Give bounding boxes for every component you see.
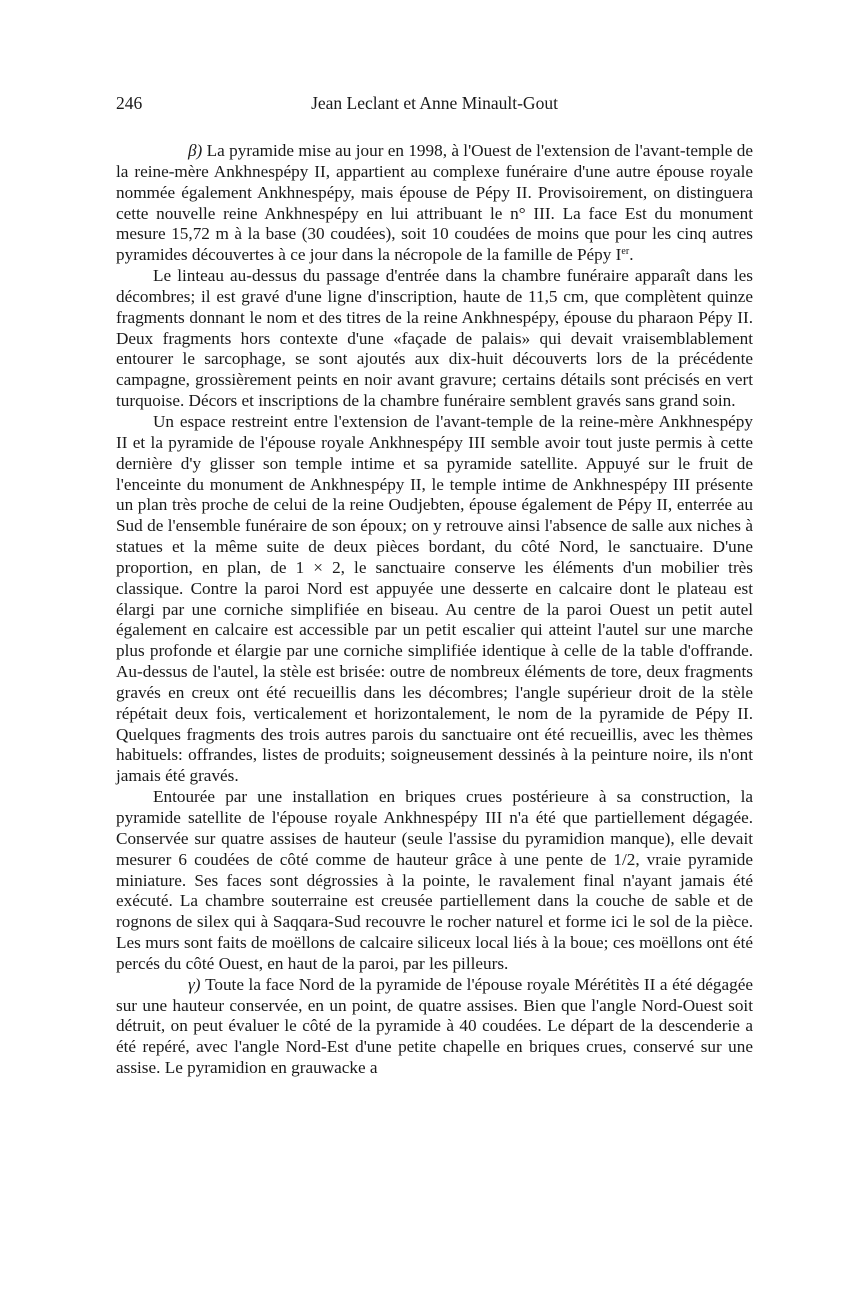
section-marker: γ) [188, 974, 201, 994]
paragraph-beta [116, 141, 753, 266]
page-number: 246 [116, 93, 143, 113]
paragraph-end: . [629, 245, 634, 265]
paragraph-text: Toute la face Nord de la pyramide de l'épouse royale Mérétitès II a été dégagée sur une hauteur conservée, en un point, de quatre assises. Bien que l'angle Nord-Ouest soit détruit, on peut évaluer le côté de la pyramide à 40 coudées. Le départ de la descenderie a été repéré, avec l'angle Nord-Est d'une petite chapelle en briques crues, conservé sur une assise. Le pyramidion en grauwacke a [116, 974, 753, 1078]
paragraph-lintel [116, 266, 753, 412]
section-marker: β) [188, 141, 203, 160]
running-header [116, 92, 753, 114]
running-title: Jean Leclant et Anne Minault-Gout [311, 93, 558, 113]
paragraph-text: Entourée par une installation en briques crues postérieure à sa construction, la pyramide satellite de l'épouse royale Ankhnespépy III n'a été que partiellement dégagée. Conservée sur quatre assises de hauteur (seule l'assise du pyramidion manque), elle devait mesurer 6 coudées de côté comme de hauteur grâce à une pente de 1/2, vraie pyramide miniature. Ses faces sont dégrossies à la pointe, le ravalement final n'ayant jamais été exécuté. La chambre souterraine est creusée partiellement dans la couche de sable et de rognons de silex qui à Saqqara-Sud recouvre le rocher naturel et forme ici le sol de la pièce. Les murs sont faits de moëllons de calcaire siliceux local liés à la boue; ces moëllons ont été percés du côté Ouest, en haut de la paroi, par les pilleurs. [116, 787, 753, 973]
paragraph-gamma [116, 975, 753, 1079]
paragraph-text: Un espace restreint entre l'extension de l'avant-temple de la reine-mère Ankhnespépy II et la pyramide de l'épouse royale Ankhnespépy III semble avoir tout juste permis à cette dernière d'y glisser son temple intime et sa pyramide satellite. Appuyé sur le fruit de l'enceinte du monument de Ankhnespépy II, le temple intime de Ankhnespépy III présente un plan très proche de celui de la reine Oudjebten, épouse également de Pépy II, enterrée au Sud de l'ensemble funéraire de son époux; on y retrouve ainsi l'absence de salle aux niches à statues et la même suite de deux pièces bordant, du côté Nord, le sanctuaire. D'une proportion, en plan, de 1 × 2, le sanctuaire conserve les éléments d'un mobilier très classique. Contre la paroi Nord est appuyée une desserte en calcaire dont le plateau est élargi par une corniche simplifiée en biseau. Au centre de la paroi Ouest un petit autel également en calcaire est accessible par un petit escalier qui atteint l'autel sur une marche plus profonde et élargie par une corniche simplifiée identique à celle de la table d'offrande. Au-dessus de l'autel, la stèle est brisée: outre de nombreux éléments de tore, deux fragments gravés en creux ont été recueillis dans les décombres; l'angle supérieur droit de la stèle répétait deux fois, verticalement et horizontalement, le nom de la pyramide de Pépy II. Quelques fragments des trois autres parois du sanctuaire ont été recueillis, avec les thèmes habituels: offrandes, listes de produits; soigneusement dessinés à la peinture noire, ils n'ont jamais été gravés. [116, 411, 753, 786]
paragraph-text: Le linteau au-dessus du passage d'entrée dans la chambre funéraire apparaît dans les décombres; il est gravé d'une ligne d'inscription, haute de 11,5 cm, que complètent quinze fragments donnant le nom et des titres de la reine Ankhnespépy, épouse du pharaon Pépy II. Deux fragments hors contexte d'une «façade de palais» qui devait vraisemblablement entourer le sarcophage, se sont ajoutés aux dix-huit découverts lors de la précédente campagne, grossièrement peints en noir avant gravure; certains détails sont précisés en vert turquoise. Décors et inscriptions de la chambre funéraire semblent gravés sans grand soin. [116, 266, 753, 411]
superscript: er [621, 246, 630, 258]
paragraph-satellite [116, 787, 753, 975]
paragraph-temple [116, 412, 753, 787]
paragraph-text: La pyramide mise au jour en 1998, à l'Ouest de l'extension de l'avant-temple de la reine-mère Ankhnespépy II, appartient au complexe funéraire d'une autre épouse royale nommée également Ankhnespépy, mais épouse de Pépy II. Provisoirement, on distinguera cette nouvelle reine Ankhnespépy en lui attribuant le n° III. La face Est du monument mesure 15,72 m à la base (30 coudées), soit 10 coudées de moins que pour les cinq autres pyramides découvertes à ce jour dans la nécropole de la famille de Pépy I [116, 141, 753, 265]
body-text [116, 141, 753, 1079]
